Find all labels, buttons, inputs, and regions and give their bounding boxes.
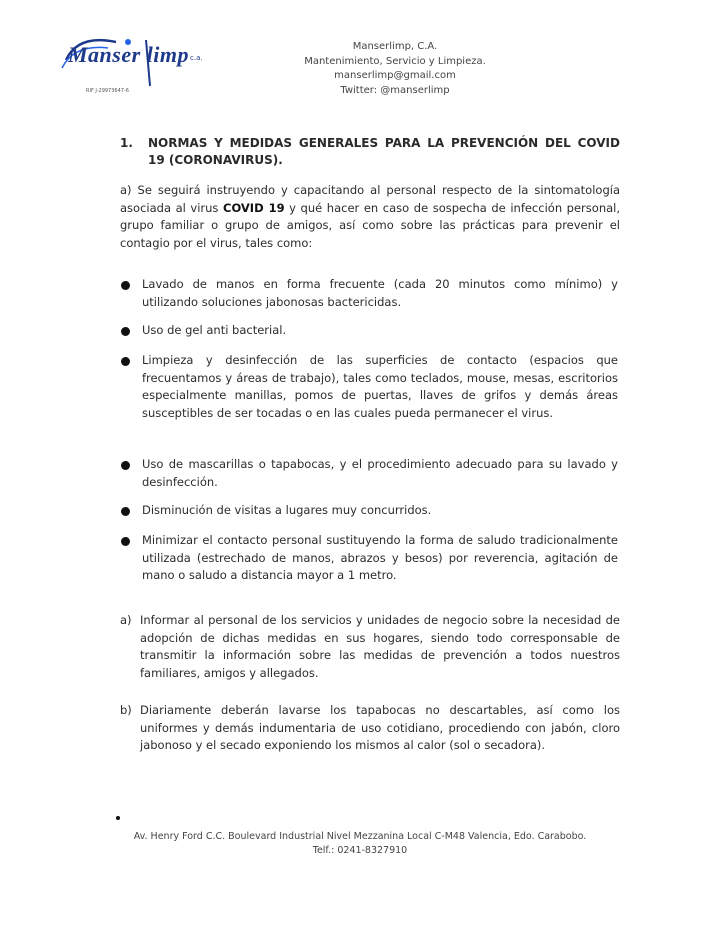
logo-wordmark: Manser limp xyxy=(68,42,190,67)
company-name: Manserlimp, C.A. xyxy=(352,41,438,52)
item-letter: a) xyxy=(120,613,132,627)
bullet-text: Minimizar el contacto personal sustituyendo la forma de saludo tradicionalmente utilizada (estrechado de manos, abrazos y besos) por reverencia, agitación de mano o saludo a distancia mayor a 1 metro. xyxy=(142,533,618,582)
company-info xyxy=(280,40,510,98)
logo-rif: RIF J-29973647-6 xyxy=(86,88,129,94)
stray-bullet-icon xyxy=(116,816,120,820)
bullet-icon xyxy=(121,537,130,546)
bullet-icon xyxy=(121,507,130,516)
company-logo xyxy=(58,30,208,102)
footer-phone: Telf.: 0241-8327910 xyxy=(312,845,408,856)
bullet-icon xyxy=(121,327,130,336)
bullet-text: Disminución de visitas a lugares muy concurridos. xyxy=(142,503,432,517)
company-tagline: Mantenimiento, Servicio y Limpieza. xyxy=(304,55,486,67)
page-footer xyxy=(80,830,640,858)
intro-paragraph xyxy=(120,182,620,252)
logo-suffix: c.a. xyxy=(190,54,203,62)
bullet-text: Uso de gel anti bacterial. xyxy=(142,323,287,337)
bullet-text: Uso de mascarillas o tapabocas, y el procedimiento adecuado para su lavado y desinfección. xyxy=(142,457,618,489)
item-text: Informar al personal de los servicios y unidades de negocio sobre la necesidad de adopción de dichas medidas en sus hogares, siendo todo corresponsable de transmitir la información sobre las medidas de prevención a todos nuestros familiares, amigos y allegados. xyxy=(140,613,620,680)
bullet-text: Lavado de manos en forma frecuente (cada 20 minutos como mínimo) y utilizando soluciones jabonosas bactericidas. xyxy=(142,277,618,309)
bullet-icon xyxy=(121,281,130,290)
item-letter: b) xyxy=(120,703,132,717)
intro-bold: COVID 19 xyxy=(223,200,285,215)
company-email: manserlimp@gmail.com xyxy=(334,70,456,81)
intro-text-after: y qué hacer en caso de sospecha de infección personal, grupo familiar o grupo de amigos, así como sobre las prácticas para prevenir el contagio por el virus, tales como: xyxy=(120,200,621,250)
bullet-text: Limpieza y desinfección de las superficies de contacto (espacios que frecuentamos y áreas de trabajo), tales como teclados, mouse, mesas, escritorios especialmente manillas, pomos de puertas, llaves de grifos y demás áreas susceptibles de ser tocadas o en las cuales pueda permanecer el virus. xyxy=(142,353,618,420)
intro-text-before: a) Se seguirá instruyendo y capacitando al personal respecto de la sintomatología asociada al virus xyxy=(120,183,620,215)
item-text: Diariamente deberán lavarse los tapabocas no descartables, así como los uniformes y demás indumentaria de uso cotidiano, procediendo con jabón, cloro jabonoso y el secado exponiendo los mismos al calor (sol o secadora). xyxy=(140,703,620,752)
bullet-icon xyxy=(121,461,130,470)
bullet-icon xyxy=(121,357,130,366)
section-number: 1. xyxy=(120,136,133,150)
section-title-text: NORMAS Y MEDIDAS GENERALES PARA LA PREVENCIÓN DEL COVID 19 (CORONAVIRUS). xyxy=(148,136,620,167)
footer-address: Av. Henry Ford C.C. Boulevard Industrial Nivel Mezzanina Local C-M48 Valencia, Edo. Carabobo. xyxy=(133,831,587,842)
company-twitter: Twitter: @manserlimp xyxy=(340,84,450,96)
